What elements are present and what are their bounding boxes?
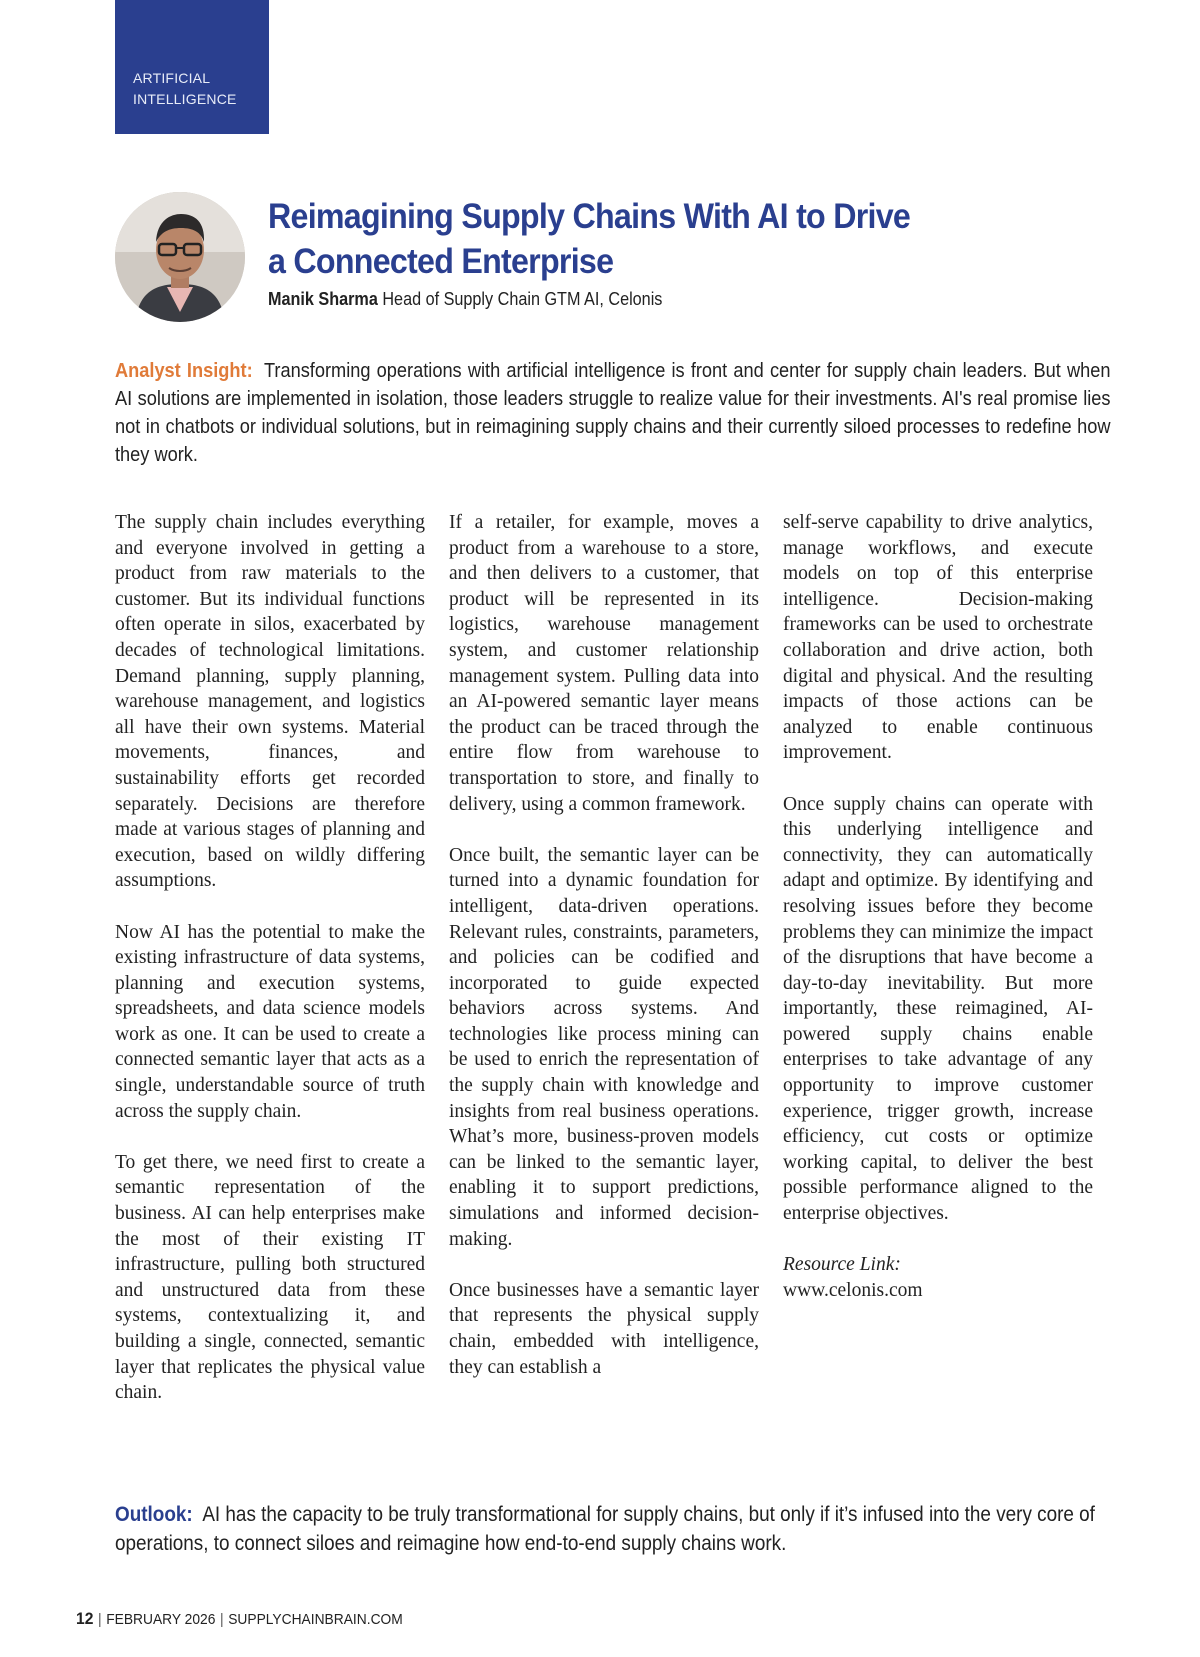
- footer-separator: |: [219, 1611, 224, 1628]
- body-column-1: [115, 510, 425, 1431]
- body-paragraph: If a retailer, for example, moves a product from a warehouse to a store, and then delivers to a customer, that product will be represented in its logistics, warehouse management system, and customer relationship management system. Pulling data into an AI-powered semantic layer means the product can be traced through the entire flow from warehouse to transportation to store, and finally to delivery, using a common framework.: [449, 512, 759, 815]
- outlook: [115, 1500, 1100, 1558]
- footer-separator: |: [98, 1611, 102, 1628]
- author-portrait-image: [115, 192, 245, 322]
- author-name: Manik Sharma: [268, 289, 378, 309]
- outlook-label: Outlook:: [115, 1503, 193, 1526]
- body-paragraph: Once built, the semantic layer can be turned into a dynamic foundation for intelligent, data-driven operations. Relevant rules, constraints, parameters, and policies can be codified and incorporated to guide expected behaviors across systems. And technologies like process mining can be used to enrich the representation of the supply chain with knowledge and insights from real business operations. What’s more, business-proven models can be linked to the semantic layer, enabling it to support predictions, simulations and informed decision-making.: [449, 844, 759, 1250]
- page-footer: [76, 1609, 403, 1629]
- analyst-insight: [115, 357, 1111, 469]
- byline: [268, 289, 662, 310]
- body-paragraph: The supply chain includes everything and everyone involved in getting a product from raw materials to the customer. But its individual functions often operate in silos, exacerbated by decades of technological limitations. Demand planning, supply planning, warehouse management, and logistics all have their own systems. Material movements, finances, and sustainability efforts get recorded separately. Decisions are therefore made at various stages of planning and execution, based on wildly differing assumptions.: [115, 512, 425, 892]
- analyst-insight-label: Analyst Insight:: [115, 360, 253, 382]
- section-label: ARTIFICIAL INTELLIGENCE: [133, 70, 237, 107]
- author-photo: [115, 192, 245, 322]
- body-paragraph: Now AI has the potential to make the existing infrastructure of data systems, planning and execution systems, spreadsheets, and data science models work as one. It can be used to create a connected semantic layer that acts as a single, understandable source of truth across the supply chain.: [115, 921, 425, 1122]
- issue-date: FEBRUARY 2026: [106, 1611, 216, 1628]
- body-paragraph: self-serve capability to drive analytics, manage workflows, and execute models on top of this enterprise intelligence. Decision-making frameworks can be used to orchestrate collaboration and drive action, both digital and physical. And the resulting impacts of those actions can be analyzed to enable continuous improvement.: [783, 512, 1093, 764]
- site-name: SUPPLYCHAINBRAIN.COM: [228, 1611, 403, 1628]
- body-paragraph: To get there, we need first to create a semantic representation of the business. AI can help enterprises make the most of their existing IT infrastructure, pulling both structured and unstructured data from these systems, contextualizing it, and building a single, connected, semantic layer that replicates the physical value chain.: [115, 1151, 425, 1404]
- body-column-3: [783, 510, 1093, 1329]
- body-paragraph: Once supply chains can operate with this underlying intelligence and connectivity, they can automatically adapt and optimize. By identifying and resolving issues before they become problems they can minimize the impact of the disruptions that have become a day-to-day inevitability. But more importantly, these reimagined, AI-powered supply chains enable enterprises to take advantage of any opportunity to improve customer experience, trigger growth, increase efficiency, cut costs or optimize working capital, to deliver the best possible performance aligned to the enterprise objectives.: [783, 793, 1093, 1225]
- resource-block: [783, 1252, 1093, 1303]
- section-tab: [115, 0, 269, 134]
- body-column-2: [449, 510, 759, 1406]
- outlook-text: AI has the capacity to be truly transformational for supply chains, but only if it’s infused into the very core of operations, to connect siloes and reimagine how end-to-end supply chains work.: [115, 1503, 1095, 1555]
- page-number: 12: [76, 1609, 94, 1628]
- resource-link-label: Resource Link:: [783, 1254, 901, 1276]
- article-title: Reimagining Supply Chains With AI to Drive a Connected Enterprise: [268, 197, 911, 281]
- resource-link[interactable]: www.celonis.com: [783, 1279, 923, 1301]
- author-role: Head of Supply Chain GTM AI, Celonis: [382, 289, 663, 309]
- analyst-insight-text: Transforming operations with artificial intelligence is front and center for supply chain leaders. But when AI solutions are implemented in isolation, those leaders struggle to realize value for their investments. AI's real promise lies not in chatbots or individual solutions, but in reimagining supply chains and their currently siloed processes to redefine how they work.: [115, 360, 1111, 466]
- body-paragraph: Once businesses have a semantic layer that represents the physical supply chain, embedded with intelligence, they can establish a: [449, 1279, 759, 1378]
